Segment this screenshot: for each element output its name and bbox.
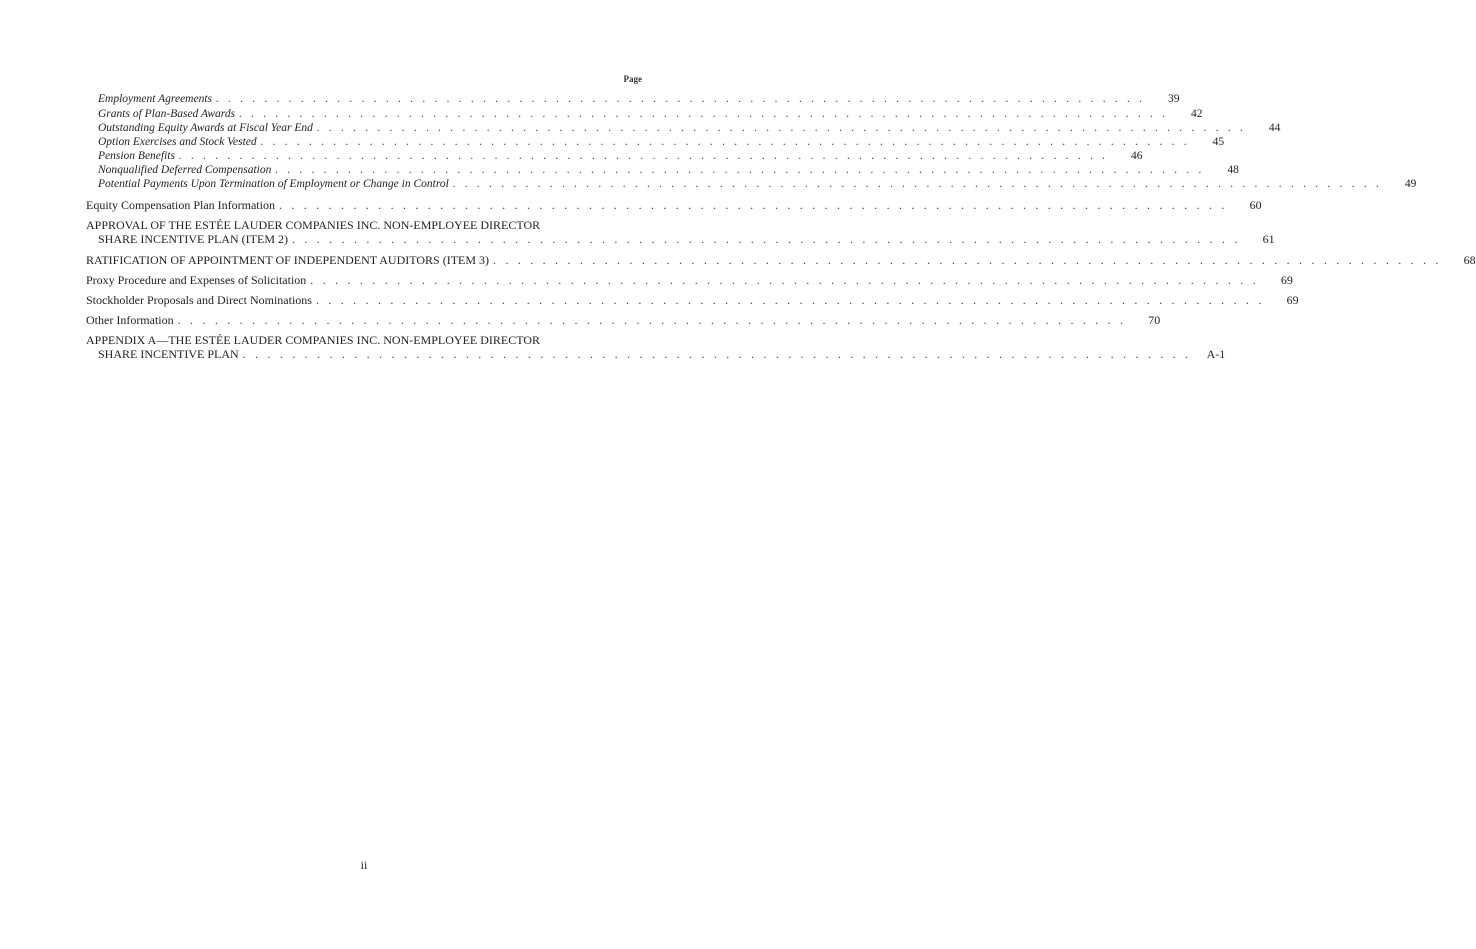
toc-entry-stockholder-proposals[interactable]: [86, 293, 1299, 307]
toc-entry-title: RATIFICATION OF APPOINTMENT OF INDEPENDENT AUDITORS (ITEM 3): [86, 253, 490, 267]
page-column-header: Page: [623, 74, 642, 84]
toc-entry-title: Nonqualified Deferred Compensation: [98, 164, 272, 176]
toc-entry-title: Grants of Plan-Based Awards: [98, 108, 236, 120]
toc-entry-title-line1: APPENDIX A—THE ESTÉE LAUDER COMPANIES INC. NON-EMPLOYEE DIRECTOR: [86, 333, 541, 347]
toc-entry-nonqualified-deferred-comp[interactable]: [86, 163, 1239, 177]
toc-entry-page: 39: [1168, 93, 1180, 105]
toc-entry-page: 60: [1249, 198, 1262, 212]
toc-entry-title: Pension Benefits: [98, 150, 175, 162]
dot-leader: . . . . . . . . . . . . . . . . . . . . . . . . . . . . . . . . . . . . . . . . . . . . . . . . . . . . . . . . . . . . . . . . . . . . . . . . . . . . .: [275, 164, 1205, 176]
toc-entry-page: 69: [1280, 273, 1293, 287]
toc-entry-page: A-1: [1206, 347, 1226, 361]
toc-entry-page: 44: [1268, 122, 1281, 134]
toc-entry-title: Stockholder Proposals and Direct Nominations: [86, 293, 312, 307]
page-number: ii: [360, 858, 368, 872]
toc-entry-title-line1: APPROVAL OF THE ESTÉE LAUDER COMPANIES INC. NON-EMPLOYEE DIRECTOR: [86, 218, 541, 232]
toc-entry-page: 69: [1286, 293, 1299, 307]
toc-entry-employment-agreements[interactable]: [86, 92, 1180, 106]
toc-entry-grants-plan-based-awards[interactable]: [86, 107, 1203, 121]
toc-entry-page: 49: [1404, 178, 1417, 190]
dot-leader: . . . . . . . . . . . . . . . . . . . . . . . . . . . . . . . . . . . . . . . . . . . . . . . . . . . . . . . . . . . . . . . . . . . . . . . . . . . . .: [260, 136, 1191, 148]
dot-leader: . . . . . . . . . . . . . . . . . . . . . . . . . . . . . . . . . . . . . . . . . . . . . . . . . . . . . . . . . . . . . . . . . . . . . . . . . . . . .: [278, 198, 1228, 212]
dot-leader: . . . . . . . . . . . . . . . . . . . . . . . . . . . . . . . . . . . . . . . . . . . . . . . . . . . . . . . . . . . . . . . . . . . . . . . . . . . . .: [239, 108, 1169, 120]
toc-entry-other-information[interactable]: [86, 313, 1161, 327]
toc-entry-title: Equity Compensation Plan Information: [86, 198, 275, 212]
toc-entry-approval-item2[interactable]: [86, 218, 1275, 246]
toc-entry-page: 48: [1227, 164, 1239, 176]
toc-entry-title: Employment Agreements: [98, 93, 213, 105]
dot-leader: . . . . . . . . . . . . . . . . . . . . . . . . . . . . . . . . . . . . . . . . . . . . . . . . . . . . . . . . . . . . . . . . . . . . . . . . . . . . .: [178, 150, 1109, 162]
dot-leader: . . . . . . . . . . . . . . . . . . . . . . . . . . . . . . . . . . . . . . . . . . . . . . . . . . . . . . . . . . . . . . . . . . . . . . . . . . . . .: [493, 253, 1442, 267]
toc-entry-page: 45: [1212, 136, 1225, 148]
toc-entry-option-exercises[interactable]: [86, 135, 1225, 149]
toc-entry-title: Potential Payments Upon Termination of Employment or Change in Control: [98, 178, 449, 190]
toc-entry-page: 68: [1463, 253, 1476, 267]
toc-entry-page: 42: [1191, 108, 1203, 120]
toc-entry-potential-payments[interactable]: [86, 177, 1417, 191]
toc-entry-title: Other Information: [86, 313, 174, 327]
toc-entry-proxy-procedure[interactable]: [86, 273, 1293, 287]
dot-leader: . . . . . . . . . . . . . . . . . . . . . . . . . . . . . . . . . . . . . . . . . . . . . . . . . . . . . . . . . . . . . . . . . . . . . . . . . . . . .: [177, 313, 1127, 327]
dot-leader: . . . . . . . . . . . . . . . . . . . . . . . . . . . . . . . . . . . . . . . . . . . . . . . . . . . . . . . . . . . . . . . . . . . . . . . . . . . . .: [316, 122, 1247, 134]
dot-leader: . . . . . . . . . . . . . . . . . . . . . . . . . . . . . . . . . . . . . . . . . . . . . . . . . . . . . . . . . . . . . . . . . . . . . . . . . . . . .: [452, 178, 1383, 190]
dot-leader: . . . . . . . . . . . . . . . . . . . . . . . . . . . . . . . . . . . . . . . . . . . . . . . . . . . . . . . . . . . . . . . . . . . . . . . . . . . . .: [242, 347, 1192, 361]
toc-entry-title-line2: SHARE INCENTIVE PLAN (ITEM 2): [98, 232, 288, 246]
dot-leader: . . . . . . . . . . . . . . . . . . . . . . . . . . . . . . . . . . . . . . . . . . . . . . . . . . . . . . . . . . . . . . . . . . . . . . . . . . . . .: [291, 232, 1241, 246]
toc-entry-page: 46: [1130, 150, 1143, 162]
dot-leader: . . . . . . . . . . . . . . . . . . . . . . . . . . . . . . . . . . . . . . . . . . . . . . . . . . . . . . . . . . . . . . . . . . . . . . . . . . . . .: [315, 293, 1265, 307]
toc-entry-outstanding-equity-awards[interactable]: [86, 121, 1281, 135]
dot-leader: . . . . . . . . . . . . . . . . . . . . . . . . . . . . . . . . . . . . . . . . . . . . . . . . . . . . . . . . . . . . . . . . . . . . . . . . . . . . .: [216, 93, 1146, 105]
dot-leader: . . . . . . . . . . . . . . . . . . . . . . . . . . . . . . . . . . . . . . . . . . . . . . . . . . . . . . . . . . . . . . . . . . . . . . . . . . . . .: [310, 273, 1259, 287]
toc-entry-pension-benefits[interactable]: [86, 149, 1143, 163]
toc-entry-title: Proxy Procedure and Expenses of Solicitation: [86, 273, 307, 287]
toc-entry-title: Option Exercises and Stock Vested: [98, 136, 257, 148]
toc-entry-title-line2: SHARE INCENTIVE PLAN: [98, 347, 239, 361]
toc-entry-title: Outstanding Equity Awards at Fiscal Year End: [98, 122, 313, 134]
toc-entry-ratification-item3[interactable]: [86, 253, 1476, 267]
toc-entry-page: 61: [1262, 232, 1275, 246]
toc-entry-equity-comp-plan-info[interactable]: [86, 198, 1262, 212]
toc-entry-appendix-a[interactable]: [86, 333, 1226, 361]
toc-entry-page: 70: [1148, 313, 1161, 327]
